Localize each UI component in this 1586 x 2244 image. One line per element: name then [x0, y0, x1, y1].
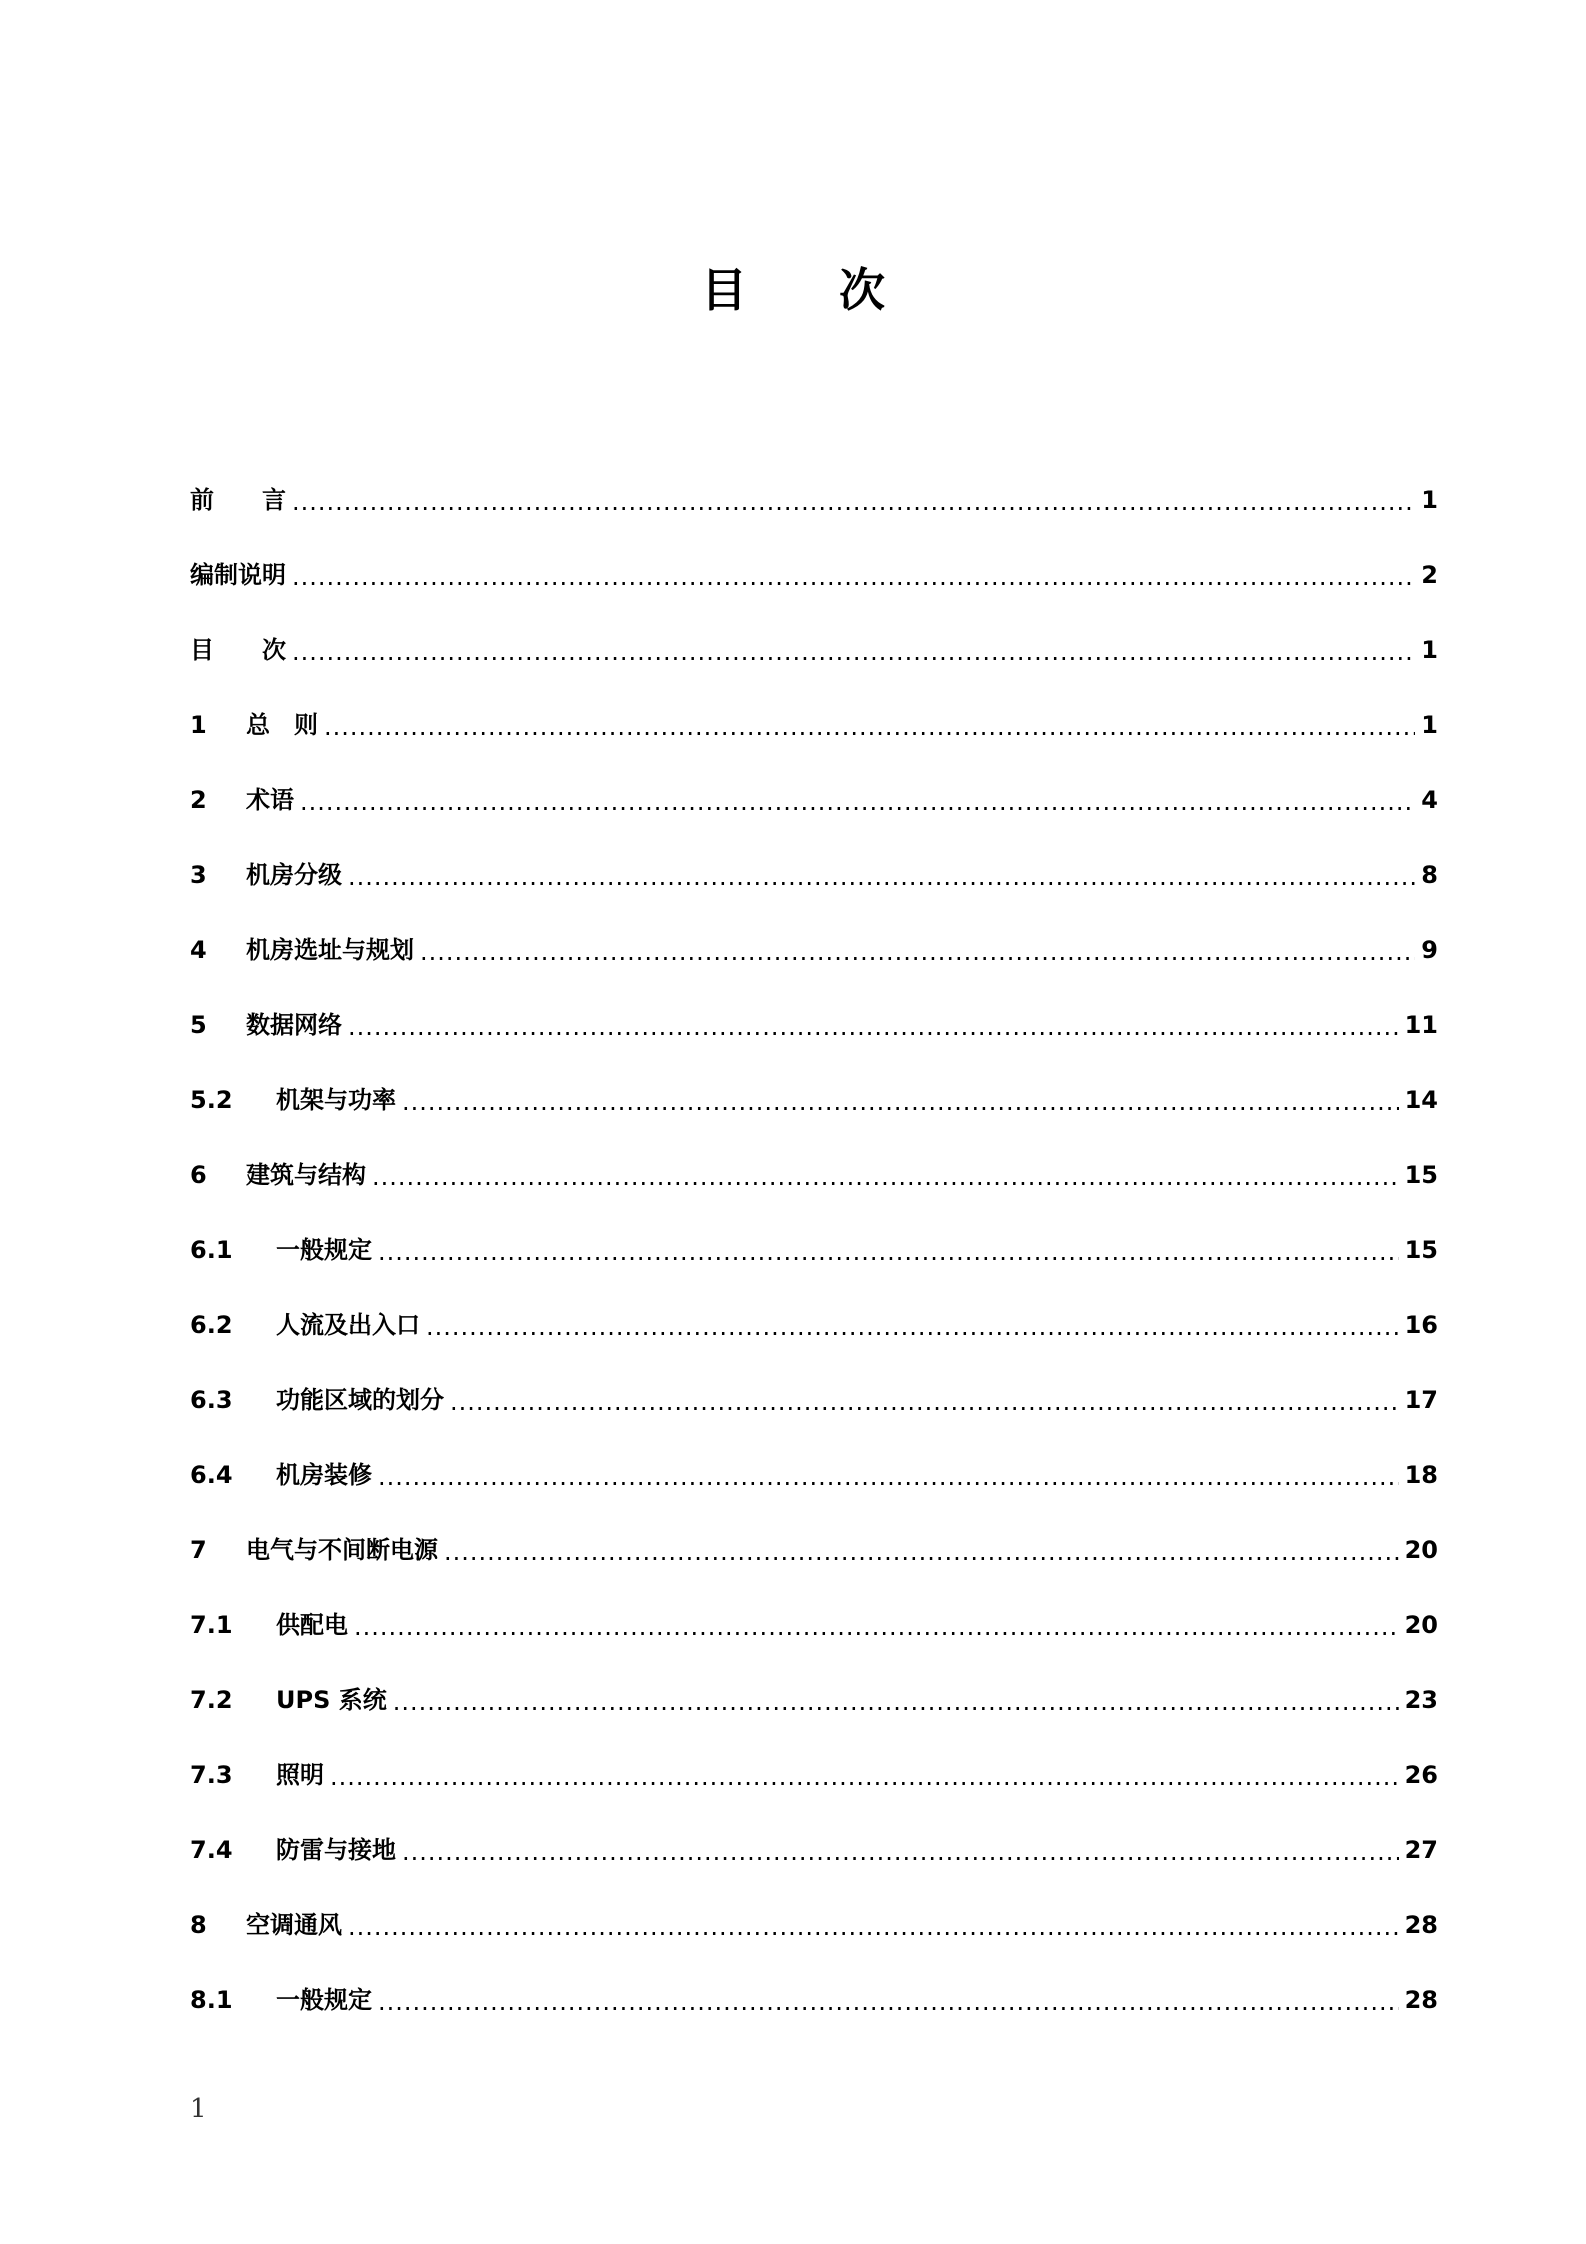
toc-entry-page: 17 — [1404, 1385, 1438, 1414]
toc-entry[interactable] — [190, 1287, 1438, 1362]
toc-entry-number: 3 — [190, 860, 207, 889]
toc-entry-number: 6 — [190, 1160, 207, 1189]
toc-entry-number: 7.4 — [190, 1835, 233, 1864]
toc-entry[interactable] — [190, 1587, 1438, 1662]
toc-entry-title: 编制说明 — [190, 560, 286, 589]
toc-entry[interactable] — [190, 612, 1438, 687]
toc-entry-page: 20 — [1404, 1535, 1438, 1564]
toc-entry-number: 1 — [190, 710, 207, 739]
toc-entry-title: 总 则 — [246, 710, 318, 739]
toc-entry-title: 电气与不间断电源 — [246, 1535, 438, 1564]
toc-entry[interactable] — [190, 1887, 1438, 1962]
toc-dot-leader — [450, 1387, 1399, 1417]
toc-entry[interactable] — [190, 1362, 1438, 1437]
toc-entry-number: 5 — [190, 1010, 207, 1039]
toc-entry-page: 16 — [1404, 1310, 1438, 1339]
toc-entry-page: 15 — [1404, 1160, 1438, 1189]
toc-dot-leader — [330, 1762, 1399, 1792]
toc-entry-title: 术语 — [246, 785, 294, 814]
toc-dot-leader — [372, 1162, 1399, 1192]
toc-entry-page: 28 — [1404, 1910, 1438, 1939]
toc-entry[interactable] — [190, 1512, 1438, 1587]
toc-entry-number: 6.1 — [190, 1235, 233, 1264]
toc-entry[interactable] — [190, 1662, 1438, 1737]
toc-entry-title: 一般规定 — [276, 1985, 372, 2014]
toc-entry-page: 26 — [1404, 1760, 1438, 1789]
toc-dot-leader — [292, 487, 1415, 517]
toc-dot-leader — [292, 562, 1415, 592]
toc-entry-page: 1 — [1421, 485, 1438, 514]
page-number: 1 — [190, 2094, 207, 2124]
toc-entry-title: 人流及出入口 — [276, 1310, 420, 1339]
page-title: 目 次 — [701, 263, 885, 317]
toc-dot-leader — [292, 637, 1415, 667]
toc-entry[interactable] — [190, 1212, 1438, 1287]
toc-entry-number: 8.1 — [190, 1985, 233, 2014]
toc-dot-leader — [420, 937, 1415, 967]
toc-entry-page: 27 — [1404, 1835, 1438, 1864]
toc-entry-title: 目 次 — [190, 635, 286, 664]
toc-entry[interactable] — [190, 1737, 1438, 1812]
toc-dot-leader — [402, 1087, 1399, 1117]
toc-entry[interactable] — [190, 1062, 1438, 1137]
toc-dot-leader — [393, 1687, 1399, 1717]
toc-entry-title: 机房分级 — [246, 860, 342, 889]
toc-entry-number: 5.2 — [190, 1085, 233, 1114]
toc-entry-title: UPS 系统 — [276, 1685, 387, 1714]
toc-entry-page: 2 — [1421, 560, 1438, 589]
toc-dot-leader — [348, 1012, 1399, 1042]
toc-entry-number: 6.4 — [190, 1460, 233, 1489]
toc-entry-title: 空调通风 — [246, 1910, 342, 1939]
toc-entry-title: 机房选址与规划 — [246, 935, 414, 964]
toc-dot-leader — [402, 1837, 1399, 1867]
toc-entry-page: 23 — [1404, 1685, 1438, 1714]
toc-dot-leader — [378, 1987, 1399, 2017]
toc-dot-leader — [354, 1612, 1399, 1642]
toc-entry-number: 6.3 — [190, 1385, 233, 1414]
toc-entry-title: 机房装修 — [276, 1460, 372, 1489]
toc-entry[interactable] — [190, 1137, 1438, 1212]
toc-entry-page: 9 — [1421, 935, 1438, 964]
toc-entry-title: 功能区域的划分 — [276, 1385, 444, 1414]
toc-dot-leader — [324, 712, 1415, 742]
toc-entry-page: 11 — [1404, 1010, 1438, 1039]
toc-entry-page: 14 — [1404, 1085, 1438, 1114]
toc-entry-page: 1 — [1421, 635, 1438, 664]
toc-dot-leader — [348, 1912, 1399, 1942]
toc-dot-leader — [378, 1237, 1399, 1267]
toc-entry-title: 数据网络 — [246, 1010, 342, 1039]
toc-entry[interactable] — [190, 837, 1438, 912]
toc-entry[interactable] — [190, 1812, 1438, 1887]
toc-entry[interactable] — [190, 987, 1438, 1062]
toc-entry[interactable] — [190, 762, 1438, 837]
toc-entry-page: 1 — [1421, 710, 1438, 739]
toc-entry-title: 供配电 — [276, 1610, 348, 1639]
toc-entry-page: 20 — [1404, 1610, 1438, 1639]
toc-entry-title: 建筑与结构 — [246, 1160, 366, 1189]
table-of-contents — [190, 462, 1438, 2037]
toc-entry-number: 8 — [190, 1910, 207, 1939]
toc-dot-leader — [300, 787, 1415, 817]
toc-entry-number: 7 — [190, 1535, 207, 1564]
toc-dot-leader — [444, 1537, 1399, 1567]
toc-entry[interactable] — [190, 537, 1438, 612]
toc-entry-number: 7.1 — [190, 1610, 233, 1639]
toc-entry-title: 前 言 — [190, 485, 286, 514]
toc-entry[interactable] — [190, 1437, 1438, 1512]
toc-entry-number: 7.3 — [190, 1760, 233, 1789]
toc-entry-number: 4 — [190, 935, 207, 964]
toc-dot-leader — [348, 862, 1415, 892]
toc-entry-number: 2 — [190, 785, 207, 814]
toc-entry[interactable] — [190, 912, 1438, 987]
toc-entry[interactable] — [190, 1962, 1438, 2037]
toc-entry-title: 防雷与接地 — [276, 1835, 396, 1864]
toc-entry-number: 6.2 — [190, 1310, 233, 1339]
toc-entry-number: 7.2 — [190, 1685, 233, 1714]
toc-entry-page: 15 — [1404, 1235, 1438, 1264]
toc-entry[interactable] — [190, 462, 1438, 537]
toc-dot-leader — [426, 1312, 1399, 1342]
toc-entry-page: 28 — [1404, 1985, 1438, 2014]
toc-entry[interactable] — [190, 687, 1438, 762]
toc-entry-page: 4 — [1421, 785, 1438, 814]
toc-entry-title: 照明 — [276, 1760, 324, 1789]
toc-dot-leader — [378, 1462, 1399, 1492]
toc-entry-title: 机架与功率 — [276, 1085, 396, 1114]
toc-entry-page: 8 — [1421, 860, 1438, 889]
toc-entry-page: 18 — [1404, 1460, 1438, 1489]
toc-entry-title: 一般规定 — [276, 1235, 372, 1264]
